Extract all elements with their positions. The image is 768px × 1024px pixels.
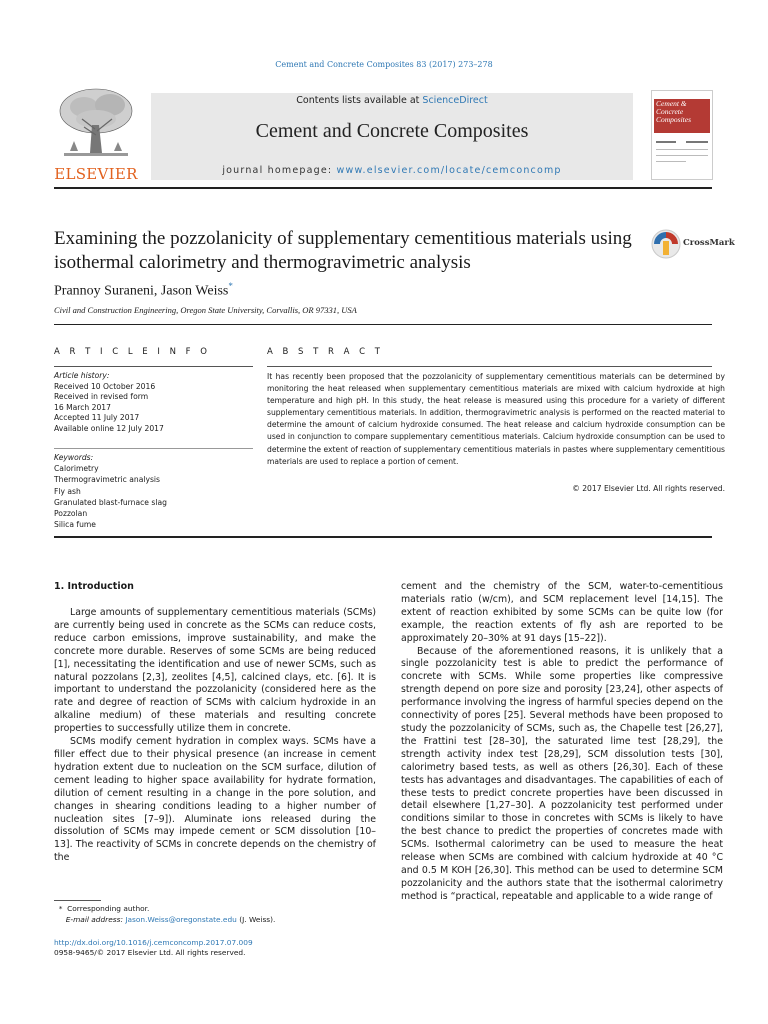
issn-copyright: 0958-9465/© 2017 Elsevier Ltd. All rights reserved. bbox=[54, 948, 246, 957]
footnote-mark: * bbox=[58, 904, 63, 913]
history-item: Available online 12 July 2017 bbox=[54, 423, 164, 433]
cover-decoration bbox=[656, 161, 686, 162]
abstract-copyright: © 2017 Elsevier Ltd. All rights reserved. bbox=[572, 484, 725, 493]
contents-line bbox=[151, 95, 633, 106]
crossmark-label: CrossMark bbox=[683, 238, 735, 248]
cover-decoration bbox=[686, 141, 708, 143]
body-paragraph: SCMs modify cement hydration in complex ways. SCMs have a filler effect due to their physical presence (an increase in cement hydration extent due to nucleation on the SCM surface, dilution of cement leading to higher space availability for hydrate formation, dilution of cement resulting in a change in the pore solution, and changes in shearing conditions leading to a higher number of nucleation sites [7–9]). Aluminate ions released during the dissolution of SCMs may impede cement or SCM dissolution [10–13]. The reactivity of SCMs in concrete depends on the chemistry of the bbox=[54, 736, 376, 864]
elsevier-tree-icon bbox=[54, 85, 138, 165]
affiliation: Civil and Construction Engineering, Oregon State University, Corvallis, OR 97331, USA bbox=[54, 305, 357, 315]
homepage-line bbox=[151, 165, 633, 176]
history-label: Article history: bbox=[54, 371, 110, 380]
journal-cover-thumbnail[interactable] bbox=[651, 90, 713, 180]
cover-decoration bbox=[656, 141, 676, 143]
crossmark-button[interactable] bbox=[651, 229, 735, 259]
elsevier-wordmark: ELSEVIER bbox=[54, 165, 138, 183]
footnote bbox=[54, 903, 384, 925]
abstract-divider bbox=[267, 366, 712, 367]
article-info-heading: A R T I C L E I N F O bbox=[54, 347, 211, 357]
masthead-divider bbox=[54, 187, 712, 189]
contents-prefix: Contents lists available at bbox=[296, 95, 423, 106]
journal-citation[interactable]: Cement and Concrete Composites 83 (2017) 273–278 bbox=[275, 60, 493, 69]
cover-title: Cement & Concrete Composites bbox=[656, 99, 692, 124]
sciencedirect-link[interactable]: ScienceDirect bbox=[422, 95, 488, 106]
abstract-heading: A B S T R A C T bbox=[267, 347, 384, 357]
article-title: Examining the pozzolanicity of supplementary cementitious materials using isothermal calorimetry and thermogravimetric analysis bbox=[54, 228, 632, 273]
front-matter-divider bbox=[54, 536, 712, 538]
body-column-right bbox=[401, 581, 723, 904]
elsevier-logo[interactable] bbox=[54, 85, 138, 181]
email-label: E-mail address: bbox=[65, 915, 123, 924]
author-email-link[interactable]: Jason.Weiss@oregonstate.edu bbox=[125, 915, 237, 924]
keywords-divider bbox=[54, 448, 253, 449]
corresponding-author-note bbox=[54, 903, 384, 914]
keyword-item[interactable]: Silica fume bbox=[54, 520, 96, 530]
email-note bbox=[54, 914, 384, 925]
keyword-item[interactable]: Granulated blast-furnace slag bbox=[54, 497, 167, 507]
body-paragraph: cement and the chemistry of the SCM, water-to-cementitious materials ratio (w/cm), and SCM replacement level [14,15]. The extent of reaction exhibited by some SCMs can be quite low (for example, the reaction extents of fly ash are reported to be approximately 20–30% at 91 days [15–22]). bbox=[401, 581, 723, 644]
email-suffix: (J. Weiss). bbox=[239, 915, 276, 924]
homepage-prefix: journal homepage: bbox=[222, 165, 337, 176]
keyword-item[interactable]: Pozzolan bbox=[54, 509, 88, 519]
section-heading-introduction: 1. Introduction bbox=[54, 581, 134, 592]
keywords bbox=[54, 452, 253, 530]
title-divider bbox=[54, 324, 712, 325]
body-paragraph: Large amounts of supplementary cementitious materials (SCMs) are currently being used in concrete as the SCMs can reduce costs, reduce carbon emissions, improve sustainability, and make the concrete more durable. Reserves of some SCMs are being reduced [1], necessitating the identification and use of newer SCMs, such as natural pozzolans [2,3], zeolites [4,5], calcined clays, etc. [6]. It is important to understand the pozzolanicity (considered here as the rate and degree of reaction of SCMs with calcium hydroxide in an alkaline medium) of these materials and resulting concrete properties to successfully utilize them in concrete. bbox=[54, 607, 376, 735]
crossmark-icon bbox=[651, 229, 681, 259]
footnote-divider bbox=[54, 900, 101, 901]
keywords-label: Keywords: bbox=[54, 453, 94, 462]
article-info-divider bbox=[54, 366, 253, 367]
body-paragraph: Because of the aforementioned reasons, it is unlikely that a single pozzolanicity test is able to predict the performance of concrete with SCMs. While some properties like compressive strength depend on pore size and porosity [23,24], other aspects of performance involving the ingress of harmful species depend on the connectivity of pores [25]. Several methods have been proposed to study the pozzolanicity of SCMs, such as, the Chapelle test [26,27], the Frattini test [28–30], the saturated lime test [28,29], the strength activity index test [28,29], SCM dissolution tests [30], calorimetry based tests, as well as others [26,30]. Each of these tests has advantages and disadvantages. The capabilities of each of these tests to predict concrete properties have been discussed in detail elsewhere [1,27–30]. A pozzolanicity test performed under conditions similar to those in concretes with SCMs is likely to have the best chance to predict the properties of concretes made with SCMs. Isothermal calorimetry can be used to measure the heat release when SCMs are combined with calcium hydroxide at 40 °C and 0.5 M KOH [26,30]. This method can be used to determine SCM pozzolanicity and the authors state that the isothermal calorimetry method is “practical, repeatable and applicable to a wide range of bbox=[401, 645, 723, 902]
history-item: 16 March 2017 bbox=[54, 402, 111, 412]
journal-homepage-link[interactable]: www.elsevier.com/locate/cemconcomp bbox=[336, 165, 562, 176]
corresponding-label: Corresponding author. bbox=[67, 904, 150, 913]
keyword-item[interactable]: Calorimetry bbox=[54, 464, 99, 474]
history-item: Accepted 11 July 2017 bbox=[54, 413, 140, 422]
body-column-left bbox=[54, 607, 376, 865]
cover-decoration bbox=[656, 149, 708, 150]
corresponding-author-mark[interactable]: * bbox=[228, 281, 233, 291]
journal-masthead bbox=[151, 93, 633, 180]
history-item: Received 10 October 2016 bbox=[54, 381, 156, 391]
keyword-item[interactable]: Thermogravimetric analysis bbox=[54, 475, 160, 485]
keyword-item[interactable]: Fly ash bbox=[54, 486, 81, 496]
history-item: Received in revised form bbox=[54, 392, 149, 401]
cover-decoration bbox=[656, 155, 708, 156]
doi-link[interactable]: http://dx.doi.org/10.1016/j.cemconcomp.2017.07.009 bbox=[54, 938, 253, 947]
abstract-text: It has recently been proposed that the pozzolanicity of supplementary cementitious materials can be determined by monitoring the heat released when supplementary cementitious materials are mixed with calcium hydroxide at high temperature and high pH. In this study, the heat release is measured using this procedure for a variety of different supplementary cementitious materials. In addition, thermogravimetric analysis is performed on the reacted material to determine the amount of calcium hydroxide consumed. The heat release and calcium hydroxide consumption can be used in conjunction to compare supplementary cementitious materials. Calcium hydroxide consumption can be used to determine the extent of reaction of supplementary cementitious materials in pastes where supplementary cementitious materials are used to replace a portion of cement. bbox=[267, 372, 725, 466]
authors bbox=[54, 281, 233, 300]
article-history bbox=[54, 371, 253, 434]
journal-title: Cement and Concrete Composites bbox=[255, 120, 529, 142]
author-names: Prannoy Suraneni, Jason Weiss bbox=[54, 283, 229, 299]
